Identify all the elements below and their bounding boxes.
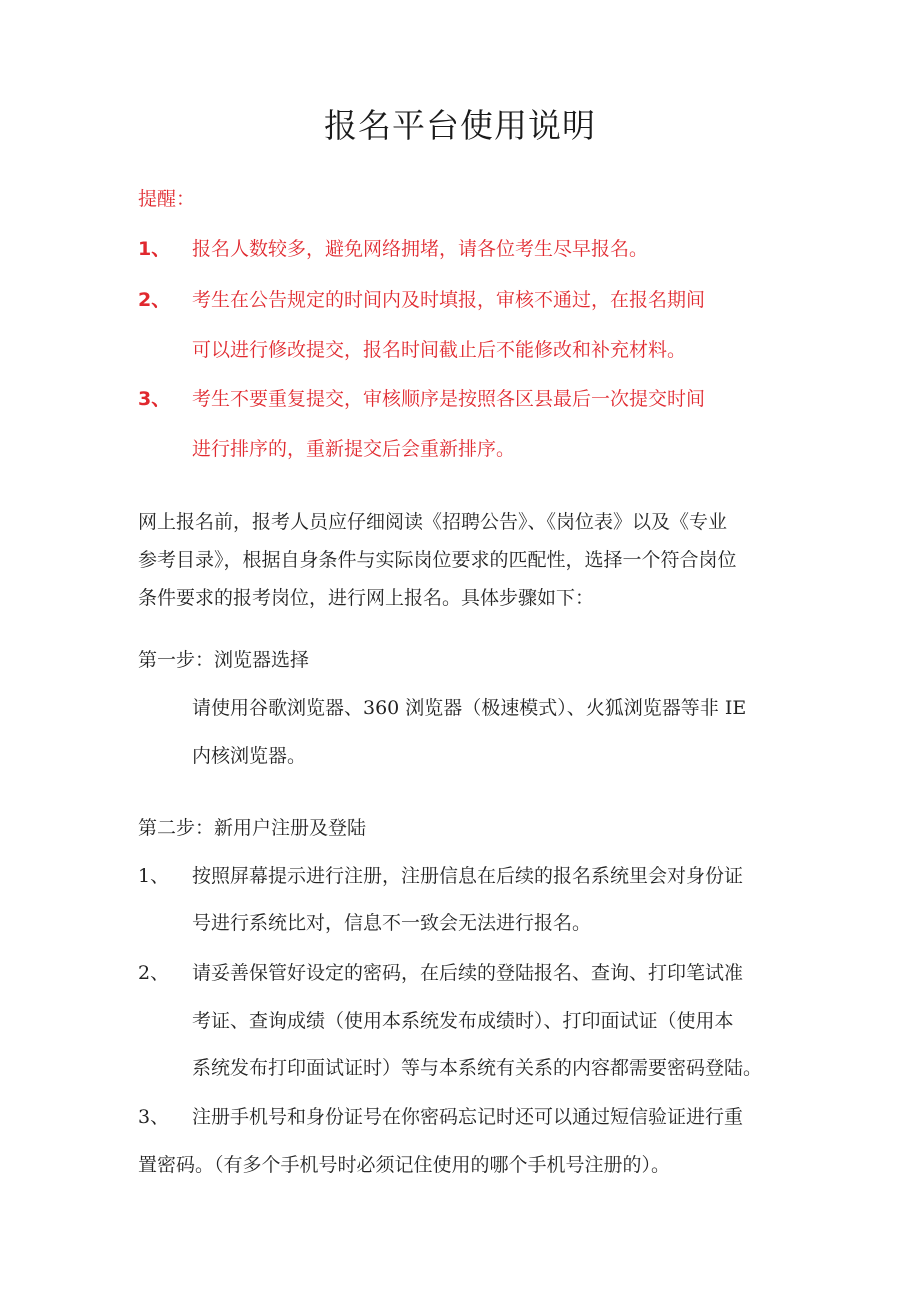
reminder-item-number: 2、 — [138, 289, 171, 311]
document-title: 报名平台使用说明 — [324, 106, 596, 145]
reminder-item-text: 报名人数较多，避免网络拥堵，请各位考生尽早报名。 — [192, 238, 649, 260]
intro-line: 参考目录》，根据自身条件与实际岗位要求的匹配性，选择一个符合岗位 — [138, 549, 737, 571]
intro-line: 网上报名前，报考人员应仔细阅读《招聘公告》、《岗位表》以及《专业 — [138, 511, 728, 533]
step1-text-continued: 内核浏览器。 — [192, 745, 307, 767]
reminder-item-text: 考生在公告规定的时间内及时填报，审核不通过，在报名期间 — [192, 289, 706, 311]
step1-text: 请使用谷歌浏览器、360 浏览器（极速模式）、火狐浏览器等非 IE — [192, 697, 747, 719]
step2-item-number: 3、 — [138, 1106, 170, 1128]
step2-item-text-continued: 系统发布打印面试证时）等与本系统有关系的内容都需要密码登陆。 — [192, 1057, 763, 1079]
reminder-item-text-continued: 可以进行修改提交，报名时间截止后不能修改和补充材料。 — [192, 339, 687, 361]
reminder-item-text: 考生不要重复提交，审核顺序是按照各区县最后一次提交时间 — [192, 388, 706, 410]
step2-heading: 第二步：新用户注册及登陆 — [138, 817, 367, 839]
intro-line: 条件要求的报考岗位，进行网上报名。具体步骤如下： — [138, 587, 595, 609]
step1-heading: 第一步：浏览器选择 — [138, 649, 310, 671]
step2-item-text: 按照屏幕提示进行注册，注册信息在后续的报名系统里会对身份证 — [192, 865, 744, 887]
step2-item-text: 请妥善保管好设定的密码，在后续的登陆报名、查询、打印笔试准 — [192, 962, 744, 984]
step2-item-text-continued: 考证、查询成绩（使用本系统发布成绩时）、打印面试证（使用本 — [192, 1010, 734, 1032]
step2-item-text-continued: 号进行系统比对，信息不一致会无法进行报名。 — [192, 912, 592, 934]
reminder-item-number: 3、 — [138, 388, 171, 410]
step2-item-number: 2、 — [138, 962, 170, 984]
step2-item-text: 注册手机号和身份证号在你密码忘记时还可以通过短信验证进行重 — [192, 1106, 744, 1128]
reminder-heading: 提醒： — [138, 188, 196, 210]
reminder-item-number: 1、 — [138, 238, 171, 260]
reminder-item-text-continued: 进行排序的，重新提交后会重新排序。 — [192, 438, 516, 460]
step2-item-text-continued: 置密码。（有多个手机号时必须记住使用的哪个手机号注册的）。 — [138, 1154, 671, 1176]
step2-item-number: 1、 — [138, 865, 170, 887]
